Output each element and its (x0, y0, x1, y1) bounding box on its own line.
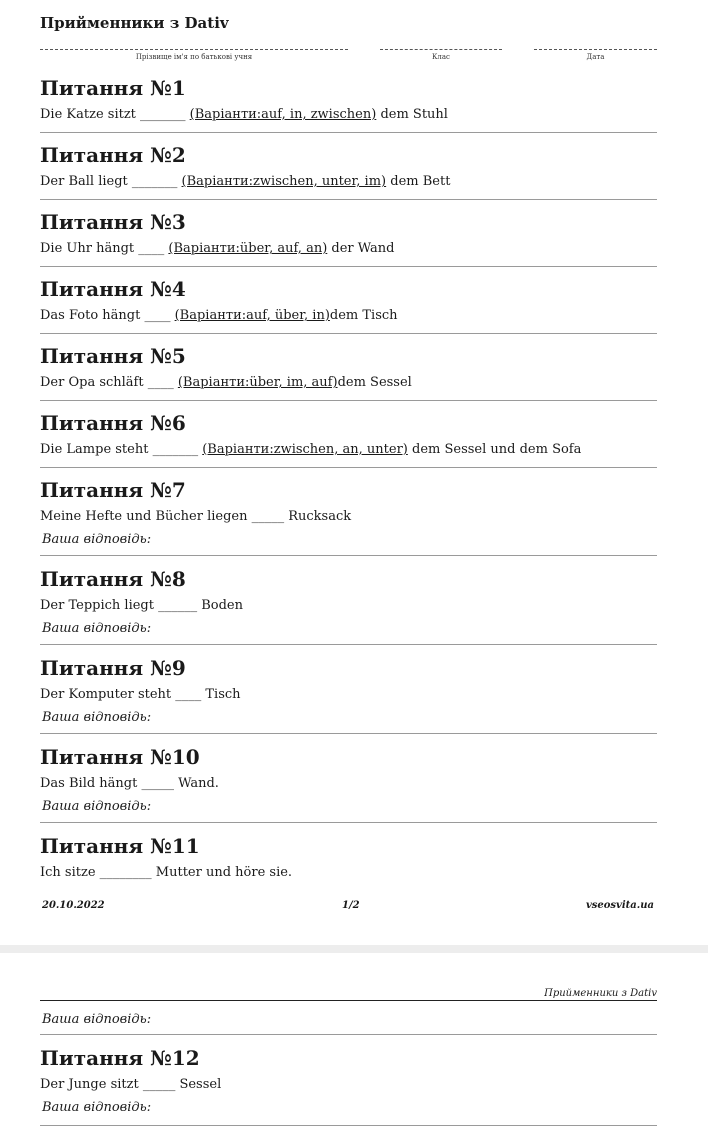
question-text: Der Ball liegt _______ (Варіанти:zwischen, unter, im) dem Bett (40, 174, 451, 189)
options-link: (Варіанти:auf, in, zwischen) (189, 107, 377, 122)
question-text: Ich sitze ________ Mutter und höre sie. (40, 865, 293, 880)
answer-field[interactable]: Ваша відповідь: (42, 621, 152, 636)
options-link: (Варіанти:zwischen, unter, im) (181, 174, 387, 189)
class-field[interactable] (380, 43, 502, 61)
question-2 (40, 143, 657, 200)
signature-row (40, 43, 657, 65)
question-text: Die Katze sitzt _______ (Варіанти:auf, in, zwischen) dem Stuhl (40, 107, 448, 122)
question-heading: Питання №11 (40, 834, 200, 858)
question-7 (40, 478, 657, 556)
question-12 (40, 1046, 657, 1126)
question-text: Das Foto hängt ____ (Варіанти:auf, über, in)dem Tisch (40, 308, 398, 323)
question-heading: Питання №5 (40, 344, 186, 368)
question-text: Das Bild hängt _____ Wand. (40, 776, 219, 791)
question-heading: Питання №4 (40, 277, 186, 301)
question-8 (40, 567, 657, 645)
footer-date: 20.10.2022 (42, 900, 105, 911)
question-text: Die Lampe steht _______ (Варіанти:zwischen, an, unter) dem Sessel und dem Sofa (40, 442, 582, 457)
question-text: Der Junge sitzt _____ Sessel (40, 1077, 222, 1092)
question-text: Der Teppich liegt ______ Boden (40, 598, 243, 613)
question-text: Der Opa schläft ____ (Варіанти:über, im, auf)dem Sessel (40, 375, 412, 390)
page-footer (40, 900, 657, 914)
page-header: Прийменники з Dativ (40, 988, 657, 1001)
page-2 (0, 953, 708, 1135)
question-5 (40, 344, 657, 401)
question-heading: Питання №3 (40, 210, 186, 234)
question-6 (40, 411, 657, 468)
question-heading: Питання №6 (40, 411, 186, 435)
question-heading: Питання №7 (40, 478, 186, 502)
student-name-caption: Прізвище ім'я по батькові учня (135, 53, 253, 61)
question-4 (40, 277, 657, 334)
question-heading: Питання №2 (40, 143, 186, 167)
answer-field[interactable]: Ваша відповідь: (42, 799, 152, 814)
footer-site: vseosvita.ua (585, 900, 654, 911)
class-caption: Клас (432, 53, 450, 61)
student-name-field[interactable] (40, 43, 348, 61)
question-1 (40, 76, 657, 133)
options-link: (Варіанти:zwischen, an, unter) (202, 442, 408, 457)
answer-field[interactable]: Ваша відповідь: (42, 1100, 152, 1115)
question-11 (40, 834, 657, 882)
question-heading: Питання №1 (40, 76, 186, 100)
date-caption: Дата (586, 53, 605, 61)
document-title: Прийменники з Dativ (40, 14, 229, 32)
footer-page-number: 1/2 (342, 900, 360, 911)
question-3 (40, 210, 657, 267)
question-heading: Питання №10 (40, 745, 200, 769)
question-11-answer-field[interactable]: Ваша відповідь: (40, 1012, 657, 1035)
question-heading: Питання №9 (40, 656, 186, 680)
answer-field[interactable]: Ваша відповідь: (42, 532, 152, 547)
question-text: Meine Hefte und Bücher liegen _____ Rucksack (40, 509, 352, 524)
date-field[interactable] (534, 43, 657, 61)
question-text: Die Uhr hängt ____ (Варіанти:über, auf, an) der Wand (40, 241, 395, 256)
question-text: Der Komputer steht ____ Tisch (40, 687, 241, 702)
options-link: (Варіанти:über, im, auf) (177, 375, 338, 390)
options-link: (Варіанти:über, auf, an) (168, 241, 328, 256)
question-10 (40, 745, 657, 823)
question-heading: Питання №12 (40, 1046, 200, 1070)
question-9 (40, 656, 657, 734)
options-link: (Варіанти:auf, über, in) (174, 308, 330, 323)
question-heading: Питання №8 (40, 567, 186, 591)
answer-field[interactable]: Ваша відповідь: (42, 710, 152, 725)
